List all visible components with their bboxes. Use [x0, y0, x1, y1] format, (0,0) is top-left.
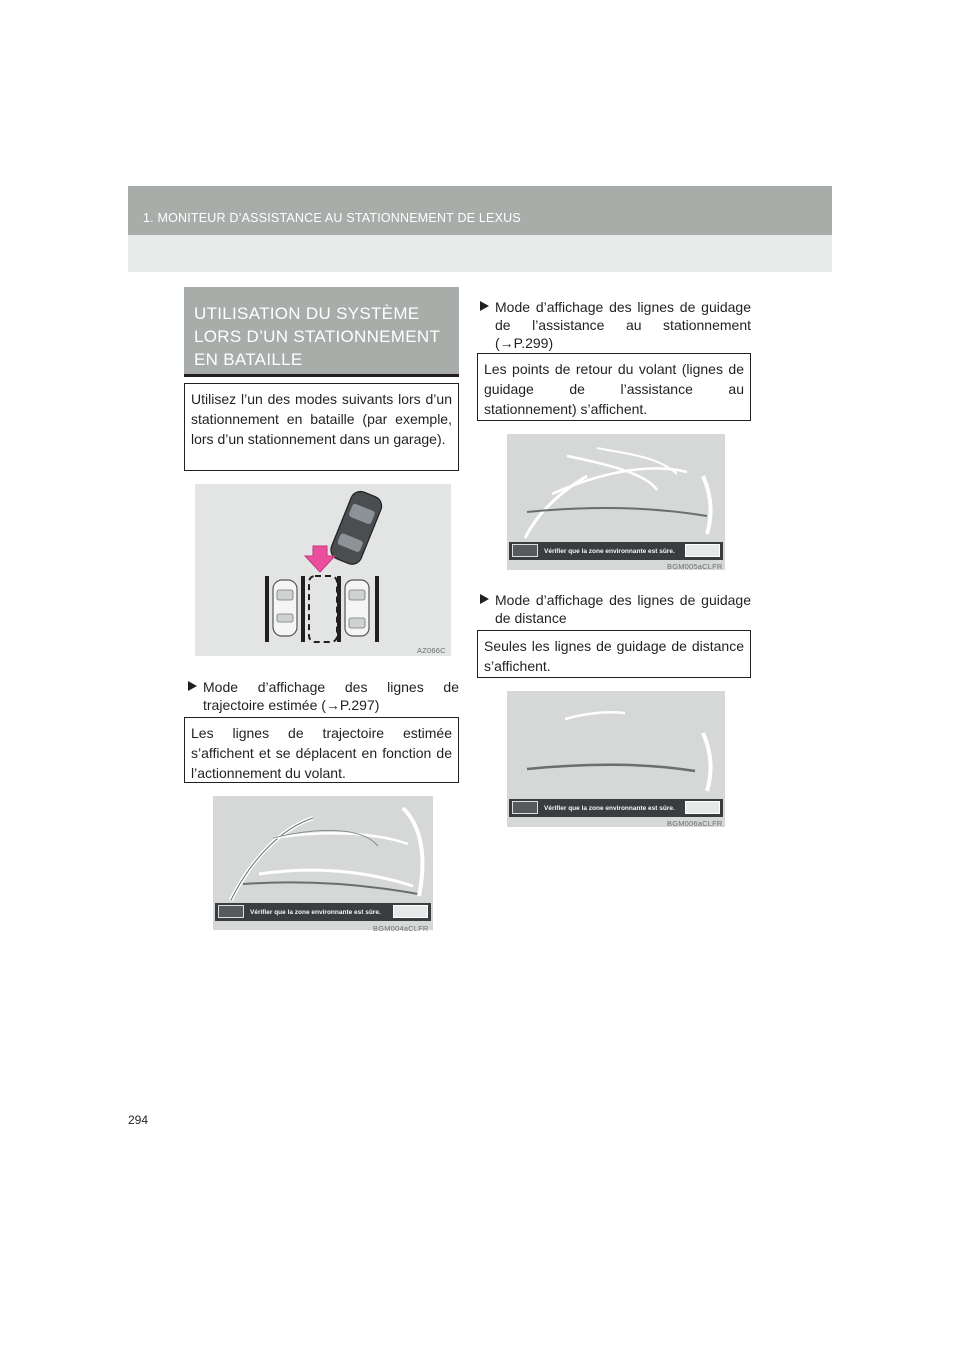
parking-assist-screen — [507, 434, 725, 570]
warning-bar — [509, 799, 723, 817]
header-sub-band — [128, 235, 832, 272]
parking-diagram — [195, 484, 451, 656]
mode-assist-line1: Mode d’affichage des lignes de guidage — [495, 299, 751, 315]
mode-distance-heading — [480, 591, 751, 627]
warning-bar — [509, 542, 723, 560]
sensor-icons — [685, 544, 720, 557]
mode-assist-line2: de l’assistance au stationnement — [495, 317, 751, 333]
page-number: 294 — [128, 1113, 149, 1127]
trajectory-lines-svg — [213, 796, 433, 910]
warning-text: Vérifier que la zone environnante est sûre. — [544, 547, 675, 555]
figure-code: AZ066C — [417, 646, 446, 655]
figure-code: BGM005aCLFR — [667, 562, 723, 571]
estimated-trajectory-screen — [213, 796, 433, 933]
mode-estimated-line2: trajectoire estimée (→P.297) — [203, 697, 380, 713]
sensor-icons — [393, 905, 428, 918]
mode-estimated-line1: Mode d’affichage des lignes de — [203, 679, 459, 695]
distance-lines-svg — [507, 691, 725, 805]
warning-text: Vérifier que la zone environnante est sûre. — [250, 908, 381, 916]
triangle-bullet-icon — [480, 594, 489, 604]
assist-lines-svg — [507, 434, 725, 548]
figure-code: BGM004aCLFR — [373, 924, 429, 933]
mode-estimated-heading — [188, 678, 459, 714]
mode-switch-icon[interactable] — [218, 905, 244, 918]
mode-switch-icon[interactable] — [512, 544, 538, 557]
warning-bar — [215, 903, 431, 921]
distance-guide-screen — [507, 691, 725, 827]
intro-note: Utilisez l’un des modes suivants lors d’un stationnement en bataille (par exemple, lors d’un stationnement dans un garage). — [184, 383, 459, 471]
chapter-title: 1. MONITEUR D’ASSISTANCE AU STATIONNEMENT DE LEXUS — [143, 211, 521, 225]
mode-distance-line1: Mode d’affichage des lignes de guidage — [495, 592, 751, 608]
mode-estimated-note: Les lignes de trajectoire estimée s’affichent et se déplacent en fonction de l’actionnement du volant. — [184, 717, 459, 783]
section-title: UTILISATION DU SYSTÈME LORS D’UN STATIONNEMENT EN BATAILLE — [194, 304, 440, 369]
parking-diagram-svg — [195, 484, 451, 656]
mode-switch-icon[interactable] — [512, 801, 538, 814]
warning-text: Vérifier que la zone environnante est sûre. — [544, 804, 675, 812]
mode-distance-line2: de distance — [495, 610, 567, 626]
mode-assist-line3: (→P.299) — [495, 335, 554, 351]
figure-code: BGM006aCLFR — [667, 819, 723, 828]
mode-assist-note: Les points de retour du volant (lignes de guidage de l’assistance au stationnement) s’affichent. — [477, 353, 751, 421]
triangle-bullet-icon — [188, 681, 197, 691]
mode-distance-note: Seules les lignes de guidage de distance s’affichent. — [477, 630, 751, 678]
mode-assist-heading — [480, 298, 751, 352]
sensor-icons — [685, 801, 720, 814]
triangle-bullet-icon — [480, 301, 489, 311]
